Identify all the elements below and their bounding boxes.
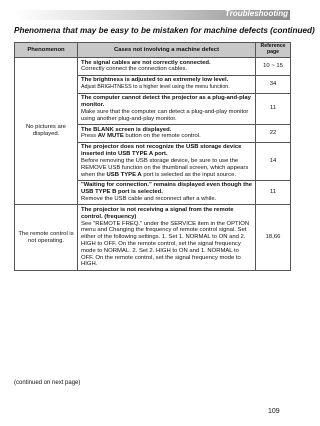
reference-cell: 14	[256, 142, 291, 180]
case-body: Remove the USB cable and reconnect after a while.	[81, 196, 217, 203]
case-title: "Waiting for connection." remains displayed even though the USB TYPE B port is selected.	[81, 182, 252, 196]
case-title: The projector does not recognize the USB storage device inserted into USB TYPE A port.	[81, 144, 242, 158]
case-title: The signal cables are not correctly connected.	[81, 59, 211, 66]
reference-cell: 10 ~ 15	[256, 58, 291, 76]
case-cell	[78, 93, 256, 124]
reference-header-line2: page	[266, 49, 280, 55]
table-row	[15, 205, 291, 270]
case-cell	[78, 58, 256, 76]
section-title: Troubleshooting	[225, 9, 288, 18]
reference-cell: 34	[256, 75, 291, 93]
troubleshooting-table	[14, 42, 291, 271]
case-title: The projector is not receiving a signal from the remote control. (frequency)	[81, 207, 234, 220]
reference-cell: 11	[256, 180, 291, 205]
case-body: Correctly connect the connection cables.	[81, 66, 188, 73]
case-cell	[78, 124, 256, 142]
continued-note: (continued on next page)	[14, 380, 81, 386]
case-cell	[78, 180, 256, 205]
case-body: Adjust BRIGHTNESS to a higher level using the menu function.	[81, 84, 230, 91]
case-body-prefix: Press	[81, 133, 98, 140]
table-header-row	[15, 43, 291, 58]
reference-cell: 18,66	[256, 205, 291, 270]
case-title: The brightness is adjusted to an extremely low level.	[81, 77, 229, 84]
column-header-reference	[256, 43, 291, 58]
case-body: See "REMOTE FREQ." under the SERVICE item in the OPTION menu and Changing the frequency of remote control signal. Set either of the following settings. 1. Set 1. NORMAL to ON and 2. HIGH to OFF. On the remote control, set the signal frequency mode to NORMAL. 2. Set 2. HIGH to ON and 1. NORMAL to OFF. On the remote control, set the signal frequency mode to HIGH.	[81, 220, 250, 268]
page-heading: Phenomena that may be easy to be mistaken for machine defects (continued)	[14, 26, 315, 35]
phenomenon-cell: The remote control is not operating.	[15, 205, 78, 270]
case-title: The computer cannot detect the projector as a plug-and-play monitor.	[81, 95, 251, 108]
case-cell	[78, 75, 256, 93]
reference-header-line1: Reference	[260, 43, 286, 50]
table-row	[15, 58, 291, 76]
column-header-cases: Cases not involving a machine defect	[78, 43, 256, 58]
case-title: The BLANK screen is displayed.	[81, 126, 172, 133]
phenomenon-cell: No pictures are displayed.	[15, 58, 78, 205]
case-cell	[78, 142, 256, 180]
case-body-key: AV MUTE	[97, 133, 124, 140]
page-number: 109	[268, 408, 280, 415]
reference-cell: 22	[256, 124, 291, 142]
reference-cell: 11	[256, 93, 291, 124]
column-header-phenomenon: Phenomenon	[15, 43, 78, 58]
section-header-band	[14, 10, 290, 20]
case-body-suffix: button on the remote control.	[123, 133, 201, 140]
case-body: Make sure that the computer can detect a plug-and-play monitor using another plug-and-play monitor.	[81, 108, 249, 122]
case-body-suffix: port is selected as the input source.	[141, 171, 236, 178]
case-body-prefix: Before removing the USB storage device, be sure to use the REMOVE USB function on the thumbnail screen, which appears when the	[81, 157, 249, 178]
case-cell	[78, 205, 256, 270]
case-body-key: USB TYPE A	[106, 171, 142, 178]
